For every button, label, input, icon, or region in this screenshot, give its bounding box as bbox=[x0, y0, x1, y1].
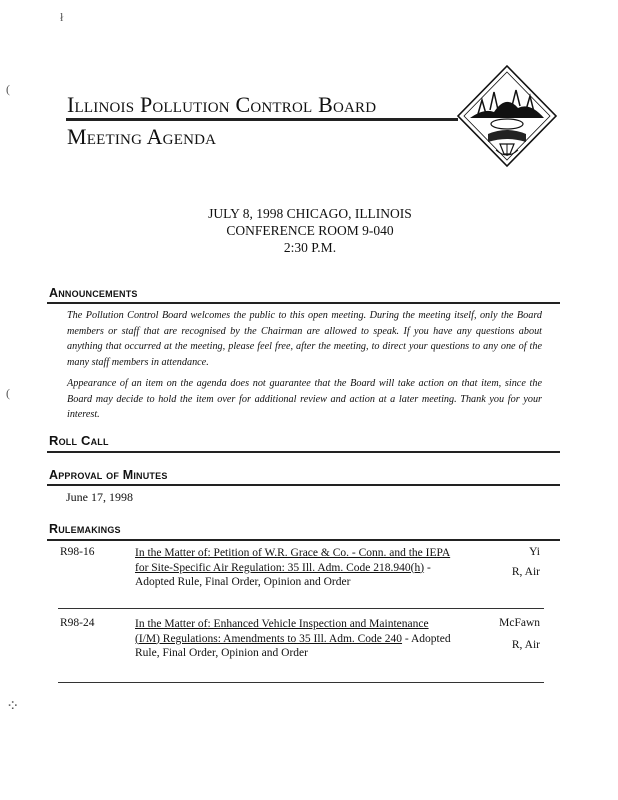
board-member: Yi bbox=[529, 546, 540, 558]
scan-mark: ( bbox=[6, 82, 10, 96]
item-separator bbox=[58, 682, 544, 683]
approval-heading: Approval of Minutes bbox=[49, 468, 168, 482]
announcement-paragraph: Appearance of an item on the agenda does not guarantee that the Board will take action on that item, since the Board may decide to hold the item over for additional review and action at a later meeting. Thank you for your interest. bbox=[67, 378, 542, 420]
section-rule bbox=[47, 302, 560, 304]
scan-mark: ł bbox=[60, 10, 64, 24]
header-rule bbox=[66, 118, 458, 121]
item-type: R, Air bbox=[511, 639, 540, 651]
item-title-link[interactable]: In the Matter of: Enhanced Vehicle Inspection and Maintenance (I/M) Regulations: Amendments to 35 Ill. Adm. Code 240 bbox=[135, 618, 429, 645]
item-action: - Adopted Rule, Final Order, Opinion and Order bbox=[135, 632, 451, 659]
section-rule bbox=[47, 451, 560, 453]
board-title: Illinois Pollution Control Board bbox=[67, 92, 377, 117]
minutes-date: June 17, 1998 bbox=[66, 490, 133, 504]
section-rule bbox=[47, 484, 560, 486]
item-description bbox=[135, 546, 460, 590]
board-member: McFawn bbox=[499, 617, 540, 629]
announcement-paragraph: The Pollution Control Board welcomes the public to this open meeting. During the meeting itself, only the Board members or staff that are recognised by the Chairman are allowed to speak. If you have any questions about anything that occurred at the meeting, please feel free, after the meeting, to direct your questions to any one of the many staff members in attendance. bbox=[67, 310, 542, 368]
docket-number: R98-16 bbox=[60, 546, 95, 558]
meeting-date-place: JULY 8, 1998 CHICAGO, ILLINOIS bbox=[208, 206, 412, 221]
scan-mark: ( bbox=[6, 386, 10, 400]
item-action: - Adopted Rule, Final Order, Opinion and Order bbox=[135, 561, 431, 588]
meeting-time: 2:30 P.M. bbox=[283, 240, 337, 255]
item-title-link[interactable]: In the Matter of: Petition of W.R. Grace & Co. - Conn. and the IEPA for Site-Specific Air Regulation: 35 Ill. Adm. Code 218.940(h) bbox=[135, 547, 451, 574]
rulemakings-heading: Rulemakings bbox=[49, 522, 121, 536]
meeting-info bbox=[160, 205, 460, 256]
announcements-body bbox=[67, 308, 542, 423]
meeting-room: CONFERENCE ROOM 9-040 bbox=[226, 223, 394, 238]
scan-mark: ⁘ bbox=[6, 698, 20, 715]
section-rule bbox=[47, 539, 560, 541]
item-separator bbox=[58, 608, 544, 609]
agenda-title: Meeting Agenda bbox=[67, 124, 217, 149]
item-description bbox=[135, 617, 453, 661]
announcements-heading: Announcements bbox=[49, 286, 138, 300]
item-type: R, Air bbox=[511, 566, 540, 578]
ipcb-seal-icon bbox=[456, 64, 558, 168]
docket-number: R98-24 bbox=[60, 617, 95, 629]
roll-call-heading: Roll Call bbox=[49, 433, 109, 448]
